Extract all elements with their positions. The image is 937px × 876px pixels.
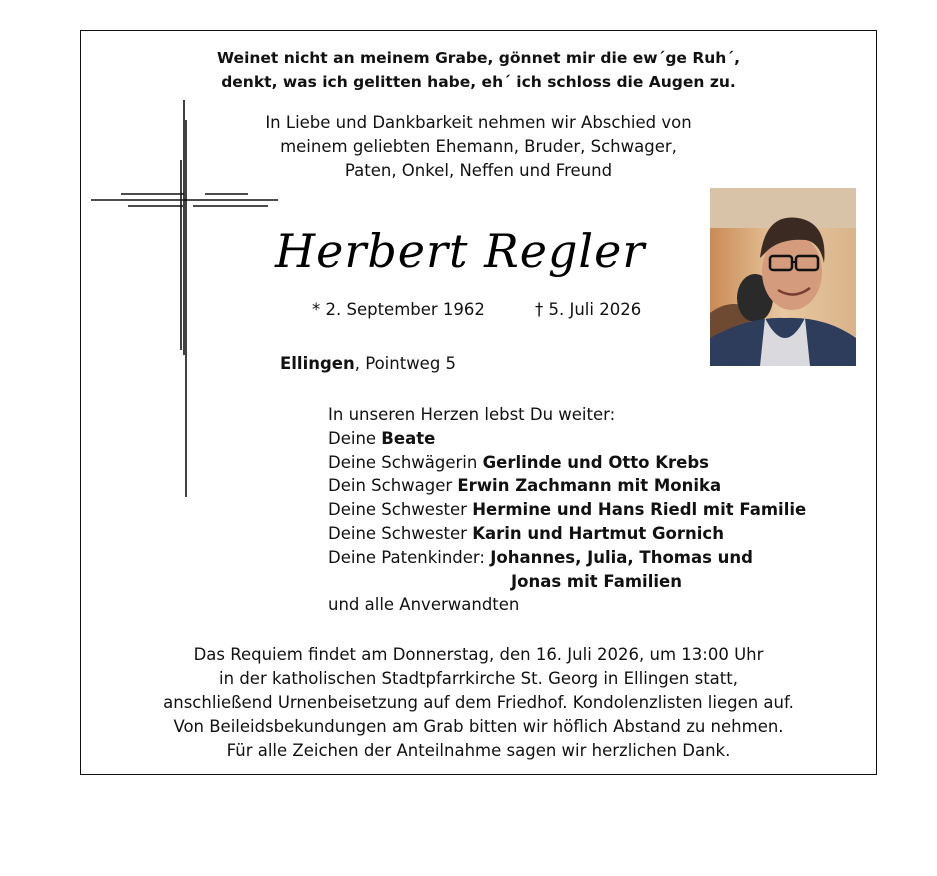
service-info: [80, 643, 877, 763]
mourner-relation: Deine Schwester: [328, 523, 473, 543]
intro-line: Paten, Onkel, Neffen und Freund: [344, 161, 613, 180]
mourner-names: Johannes, Julia, Thomas und: [490, 547, 753, 567]
mourner-names: Erwin Zachmann mit Monika: [457, 476, 722, 496]
birth-date: * 2. September 1962: [312, 300, 485, 319]
mourners-list: [328, 403, 806, 617]
service-line: Das Requiem findet am Donnerstag, den 16. Juli 2026, um 13:00 Uhr: [193, 645, 764, 664]
service-line: in der katholischen Stadtpfarrkirche St. Georg in Ellingen statt,: [219, 669, 738, 688]
cross-icon: [88, 100, 284, 500]
mourners-closing: und alle Anverwandten: [328, 595, 520, 615]
mourner-relation: Deine Schwägerin: [328, 452, 483, 472]
mourner-line: [328, 451, 806, 475]
service-line: Für alle Zeichen der Anteilnahme sagen wir herzlichen Dank.: [226, 741, 731, 760]
intro-line: In Liebe und Dankbarkeit nehmen wir Abschied von: [265, 113, 692, 132]
portrait-photo: [710, 188, 856, 366]
mourner-names: Gerlinde und Otto Krebs: [482, 452, 709, 472]
mourner-line-continuation: [328, 570, 806, 594]
address-town: Ellingen: [280, 354, 355, 373]
service-line: Von Beileidsbekundungen am Grab bitten wir höflich Abstand zu nehmen.: [173, 717, 784, 736]
address: [280, 354, 456, 373]
mourner-names: Karin und Hartmut Gornich: [472, 523, 724, 543]
verse: [80, 46, 877, 94]
mourner-line: [328, 474, 806, 498]
mourner-line: [328, 546, 806, 570]
mourner-names: Hermine und Hans Riedl mit Familie: [472, 500, 807, 520]
address-street: , Pointweg 5: [354, 354, 457, 373]
mourner-relation: Deine Patenkinder:: [328, 547, 491, 567]
mourner-line: [328, 498, 806, 522]
verse-line: Weinet nicht an meinem Grabe, gönnet mir die ew´ge Ruh´,: [217, 49, 740, 67]
mourner-names: Jonas mit Familien: [511, 571, 682, 591]
intro-line: meinem geliebten Ehemann, Bruder, Schwager,: [280, 137, 677, 156]
mourner-line: [328, 522, 806, 546]
mourner-relation: Deine: [328, 428, 382, 448]
mourner-line: [328, 427, 806, 451]
mourners-heading: In unseren Herzen lebst Du weiter:: [328, 405, 616, 424]
mourner-relation: Deine Schwester: [328, 500, 473, 520]
verse-line: denkt, was ich gelitten habe, eh´ ich schloss die Augen zu.: [221, 73, 736, 91]
mourner-relation: Dein Schwager: [328, 476, 458, 496]
service-line: anschließend Urnenbeisetzung auf dem Friedhof. Kondolenzlisten liegen auf.: [163, 693, 794, 712]
death-date: † 5. Juli 2026: [535, 300, 642, 319]
mourner-names: Beate: [381, 428, 436, 448]
deceased-name: Herbert Regler: [275, 224, 646, 278]
